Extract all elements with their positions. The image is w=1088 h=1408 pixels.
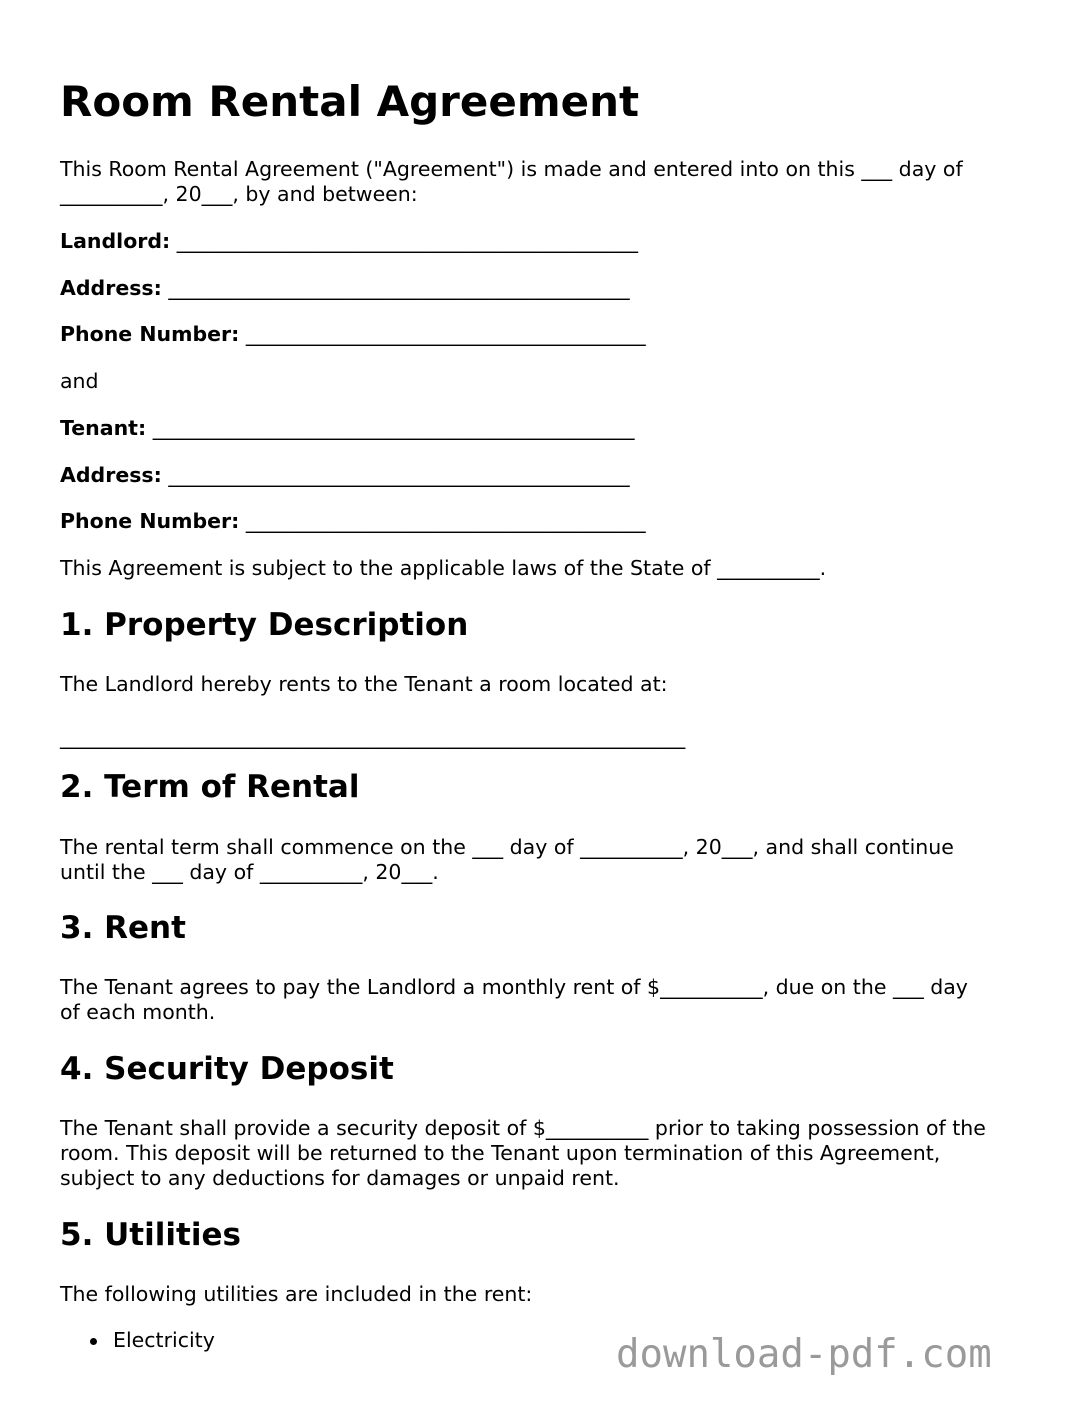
term-line-2: until the ___ day of __________, 20___. [60,860,439,884]
landlord-name-blank: _____________________________________________ [176,229,639,253]
utilities-text: The following utilities are included in the rent: [60,1282,533,1306]
tenant-phone-blank: _______________________________________ [245,509,646,533]
tenant-name-field [60,416,634,441]
tenant-name-blank: _______________________________________________ [152,416,635,440]
property-text: The Landlord hereby rents to the Tenant a room located at: [60,672,668,696]
watermark: download-pdf.com [616,1332,992,1377]
landlord-phone-field [60,322,646,347]
rent-line-1: The Tenant agrees to pay the Landlord a monthly rent of $__________, due on the ___ day [60,975,968,999]
landlord-phone-blank: _______________________________________ [245,322,646,346]
and-text: and [60,369,99,393]
intro-paragraph [60,157,1025,207]
intro-line-1: This Room Rental Agreement ("Agreement") is made and entered into on this ___ day of [60,157,963,181]
landlord-phone-label: Phone Number: [60,322,240,346]
term-paragraph [60,835,1025,885]
landlord-address-blank: _____________________________________________ [168,276,630,300]
utilities-list [60,1328,215,1353]
tenant-address-label: Address: [60,463,162,487]
section-heading-term: 2. Term of Rental [60,769,360,805]
tenant-address-blank: _____________________________________________ [168,463,630,487]
section-heading-property: 1. Property Description [60,607,469,643]
tenant-phone-field [60,509,646,534]
page-title: Room Rental Agreement [60,77,640,126]
section-heading-utilities: 5. Utilities [60,1217,241,1253]
tenant-name-label: Tenant: [60,416,147,440]
rent-paragraph [60,975,1025,1025]
deposit-line-3: subject to any deductions for damages or unpaid rent. [60,1166,620,1190]
rent-line-2: of each month. [60,1000,216,1024]
landlord-name-label: Landlord: [60,229,171,253]
landlord-name-field [60,229,638,254]
landlord-address-field [60,276,630,301]
tenant-phone-label: Phone Number: [60,509,240,533]
landlord-address-label: Address: [60,276,162,300]
term-line-1: The rental term shall commence on the ___ day of __________, 20___, and shall continue [60,835,954,859]
governing-law-text: This Agreement is subject to the applicable laws of the State of __________. [60,556,827,580]
property-address-blank: _____________________________________________________________ [60,725,686,749]
deposit-line-2: room. This deposit will be returned to the Tenant upon termination of this Agreement, [60,1141,941,1165]
intro-line-2: __________, 20___, by and between: [60,182,418,206]
list-item: Electricity [60,1328,215,1353]
section-heading-rent: 3. Rent [60,910,186,946]
tenant-address-field [60,463,630,488]
deposit-paragraph [60,1116,1025,1191]
section-heading-deposit: 4. Security Deposit [60,1051,394,1087]
deposit-line-1: The Tenant shall provide a security deposit of $__________ prior to taking possession of the [60,1116,986,1140]
